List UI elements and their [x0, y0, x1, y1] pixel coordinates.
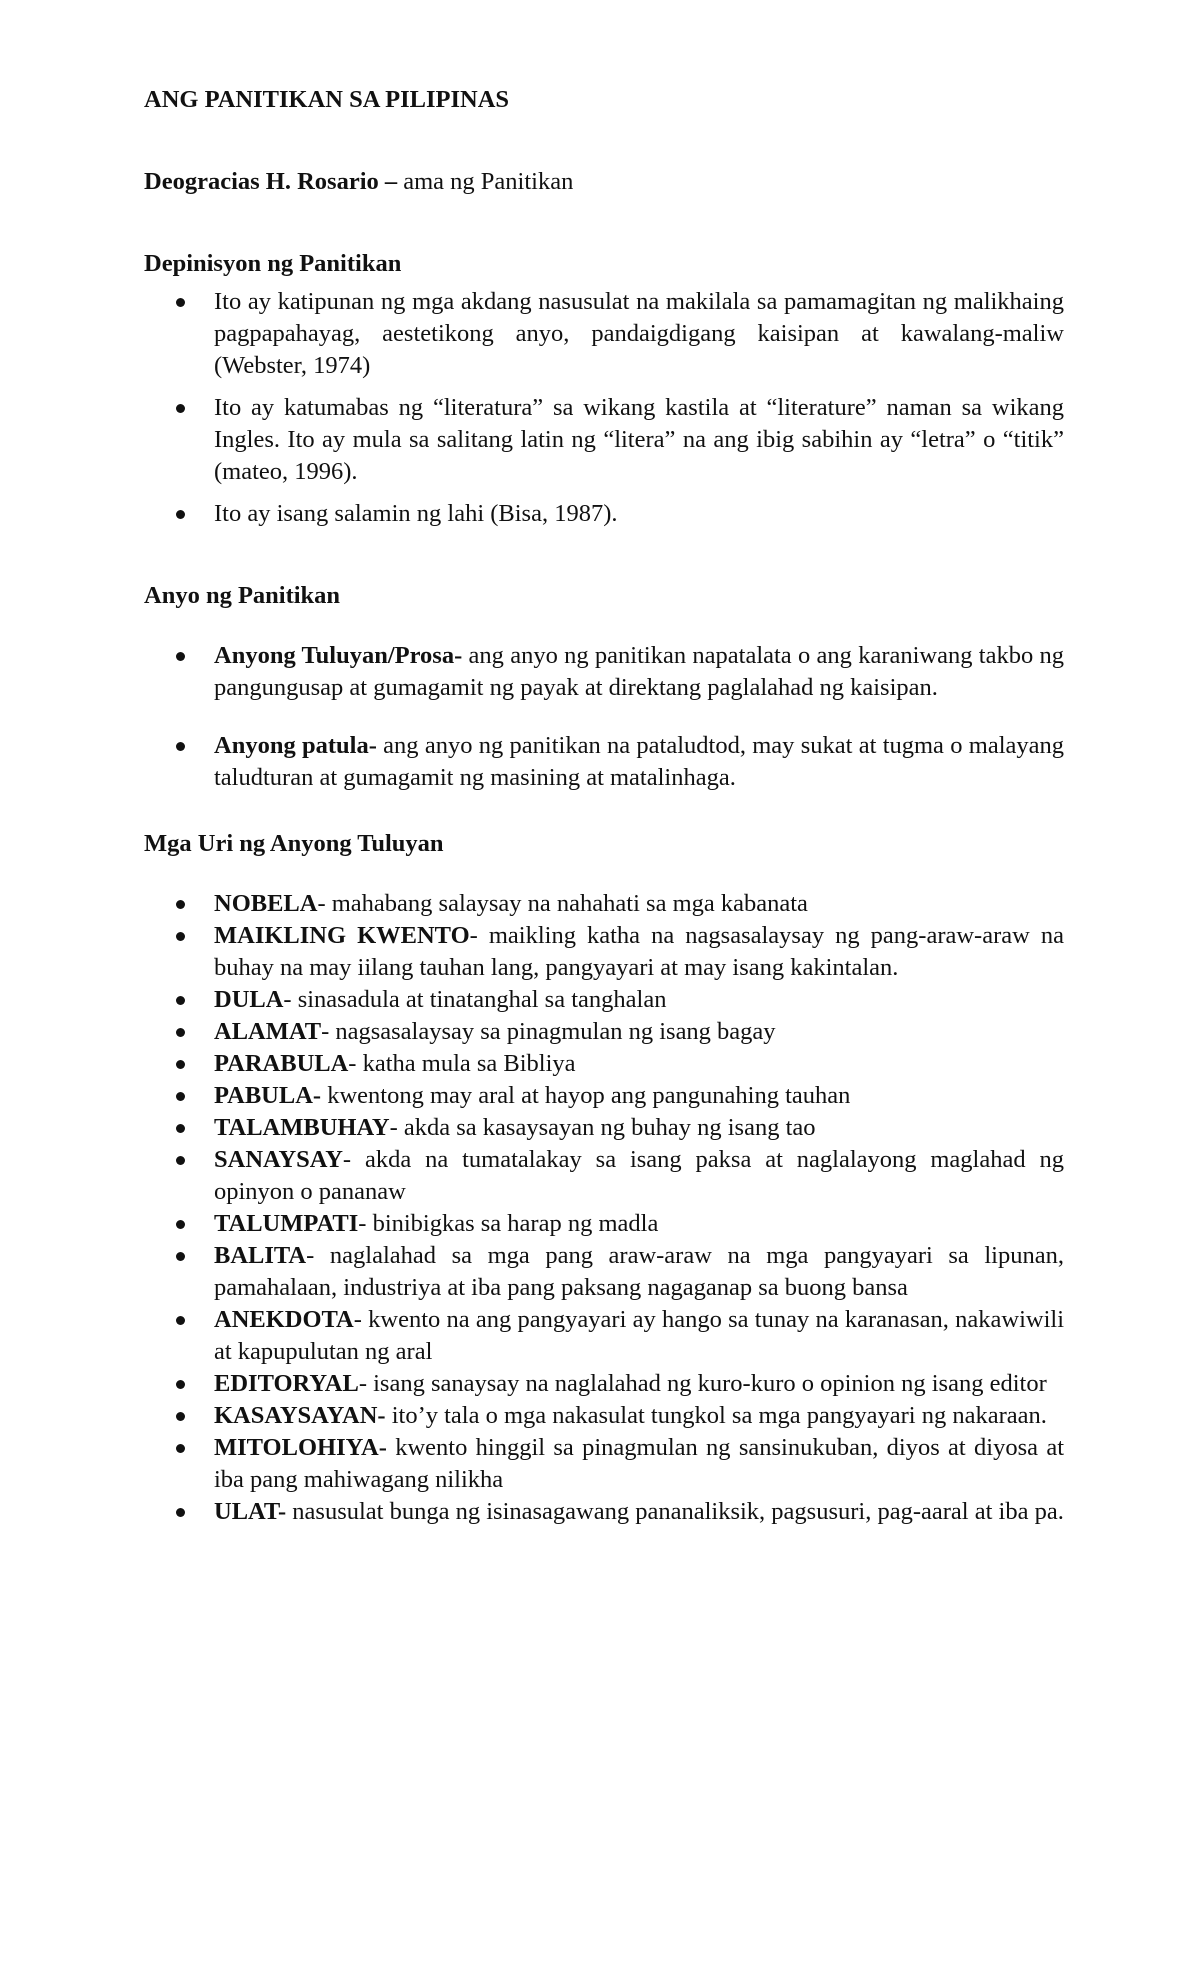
list-item	[144, 1240, 1064, 1304]
uri-list	[144, 888, 1064, 1528]
list-item	[144, 286, 1064, 382]
bullet-icon	[176, 1380, 185, 1389]
uri-text: - naglalahad sa mga pang araw-araw na mga pangyayari sa lipunan, pamahalaan, industriya at iba pang paksang nagaganap sa buong bansa	[214, 1242, 1064, 1301]
author-name: Deogracias H. Rosario	[144, 168, 379, 195]
bullet-icon	[176, 996, 185, 1005]
uri-term: MITOLOHIYA-	[214, 1434, 387, 1461]
list-item	[144, 1112, 1064, 1144]
uri-term: DULA	[214, 986, 284, 1013]
list-item	[144, 1368, 1064, 1400]
uri-text: kwentong may aral at hayop ang pangunahing tauhan	[321, 1082, 851, 1109]
uri-term: BALITA	[214, 1242, 307, 1269]
list-item	[144, 498, 1064, 530]
bullet-icon	[176, 932, 185, 941]
bullet-icon	[176, 298, 185, 307]
uri-term: ULAT-	[214, 1498, 287, 1525]
uri-text: - mahabang salaysay na nahahati sa mga kabanata	[317, 890, 808, 917]
bullet-icon	[176, 1028, 185, 1037]
list-item	[144, 888, 1064, 920]
list-item	[144, 1496, 1064, 1528]
definition-list	[144, 286, 1064, 530]
list-item	[144, 1016, 1064, 1048]
bullet-icon	[176, 742, 185, 751]
bullet-icon	[176, 1252, 185, 1261]
uri-text: - nagsasalaysay sa pinagmulan ng isang bagay	[321, 1018, 776, 1045]
uri-term: PABULA-	[214, 1082, 322, 1109]
anyo-term: Anyong patula-	[214, 732, 377, 759]
list-item	[144, 984, 1064, 1016]
definition-text: Ito ay katumabas ng “literatura” sa wikang kastila at “literature” naman sa wikang Ingles. Ito ay mula sa salitang latin ng “litera” na ang ibig sabihin ay “letra” o “titik” (mateo, 1996).	[214, 394, 1064, 485]
uri-heading: Mga Uri ng Anyong Tuluyan	[144, 830, 444, 857]
document-page	[144, 84, 1064, 1528]
uri-term: TALUMPATI	[214, 1210, 359, 1237]
anyo-text: ang anyo ng panitikan na pataludtod, may sukat at tugma o malayang taludturan at gumagamit ng masining at matalinhaga.	[214, 732, 1065, 791]
list-item	[144, 1400, 1064, 1432]
bullet-icon	[176, 1316, 185, 1325]
uri-text: - katha mula sa Bibliya	[348, 1050, 576, 1077]
uri-term: PARABULA	[214, 1050, 349, 1077]
bullet-icon	[176, 1092, 185, 1101]
uri-term: TALAMBUHAY	[214, 1114, 390, 1141]
author-role: ama ng Panitikan	[403, 168, 574, 195]
uri-term: NOBELA	[214, 890, 318, 917]
uri-text: - akda sa kasaysayan ng buhay ng isang tao	[389, 1114, 816, 1141]
definition-heading: Depinisyon ng Panitikan	[144, 250, 402, 277]
document-title: ANG PANITIKAN SA PILIPINAS	[144, 86, 510, 113]
list-item	[144, 640, 1064, 704]
uri-text: - binibigkas sa harap ng madla	[358, 1210, 659, 1237]
bullet-icon	[176, 1124, 185, 1133]
bullet-icon	[176, 1220, 185, 1229]
bullet-icon	[176, 1508, 185, 1517]
list-item	[144, 1304, 1064, 1368]
uri-text: - kwento na ang pangyayari ay hango sa tunay na karanasan, nakawiwili at kapupulutan ng aral	[214, 1306, 1064, 1365]
list-item	[144, 1048, 1064, 1080]
uri-term: EDITORYAL	[214, 1370, 359, 1397]
uri-text: - maikling katha na nagsasalaysay ng pang-araw-araw na buhay na may iilang tauhan lang, pangyayari at may isang kakintalan.	[214, 922, 1064, 981]
bullet-icon	[176, 900, 185, 909]
bullet-icon	[176, 1412, 185, 1421]
uri-term: MAIKLING KWENTO	[214, 922, 470, 949]
bullet-icon	[176, 652, 185, 661]
definition-text: Ito ay isang salamin ng lahi (Bisa, 1987).	[214, 500, 618, 527]
list-item	[144, 1432, 1064, 1496]
list-item	[144, 730, 1064, 794]
definition-text: Ito ay katipunan ng mga akdang nasusulat na makilala sa pamamagitan ng malikhaing pagpapahayag, aestetikong anyo, pandaigdigang kaisipan at kawalang-maliw (Webster, 1974)	[214, 288, 1064, 379]
uri-text: - akda na tumatalakay sa isang paksa at naglalayong maglahad ng opinyon o pananaw	[214, 1146, 1064, 1205]
author-line	[144, 166, 1064, 198]
bullet-icon	[176, 404, 185, 413]
anyo-text: ang anyo ng panitikan napatalata o ang karaniwang takbo ng pangungusap at gumagamit ng payak at direktang paglalahad ng kaisipan.	[214, 642, 1064, 701]
uri-text: nasusulat bunga ng isinasagawang pananaliksik, pagsusuri, pag-aaral at iba pa.	[286, 1498, 1064, 1525]
uri-term: ANEKDOTA	[214, 1306, 354, 1333]
bullet-icon	[176, 510, 185, 519]
uri-text: - sinasadula at tinatanghal sa tanghalan	[283, 986, 667, 1013]
list-item	[144, 920, 1064, 984]
uri-text: kwento hinggil sa pinagmulan ng sansinukuban, diyos at diyosa at iba pang mahiwagang nilikha	[214, 1434, 1064, 1493]
uri-term: ALAMAT	[214, 1018, 322, 1045]
list-item	[144, 1208, 1064, 1240]
anyo-list	[144, 640, 1064, 794]
uri-term: KASAYSAYAN-	[214, 1402, 386, 1429]
list-item	[144, 1144, 1064, 1208]
bullet-icon	[176, 1444, 185, 1453]
bullet-icon	[176, 1156, 185, 1165]
uri-text: - isang sanaysay na naglalahad ng kuro-kuro o opinion ng isang editor	[358, 1370, 1047, 1397]
bullet-icon	[176, 1060, 185, 1069]
anyo-heading: Anyo ng Panitikan	[144, 582, 341, 609]
list-item	[144, 1080, 1064, 1112]
anyo-term: Anyong Tuluyan/Prosa-	[214, 642, 463, 669]
author-separator: –	[378, 168, 404, 195]
list-item	[144, 392, 1064, 488]
uri-text: ito’y tala o mga nakasulat tungkol sa mga pangyayari ng nakaraan.	[385, 1402, 1047, 1429]
uri-term: SANAYSAY	[214, 1146, 343, 1173]
